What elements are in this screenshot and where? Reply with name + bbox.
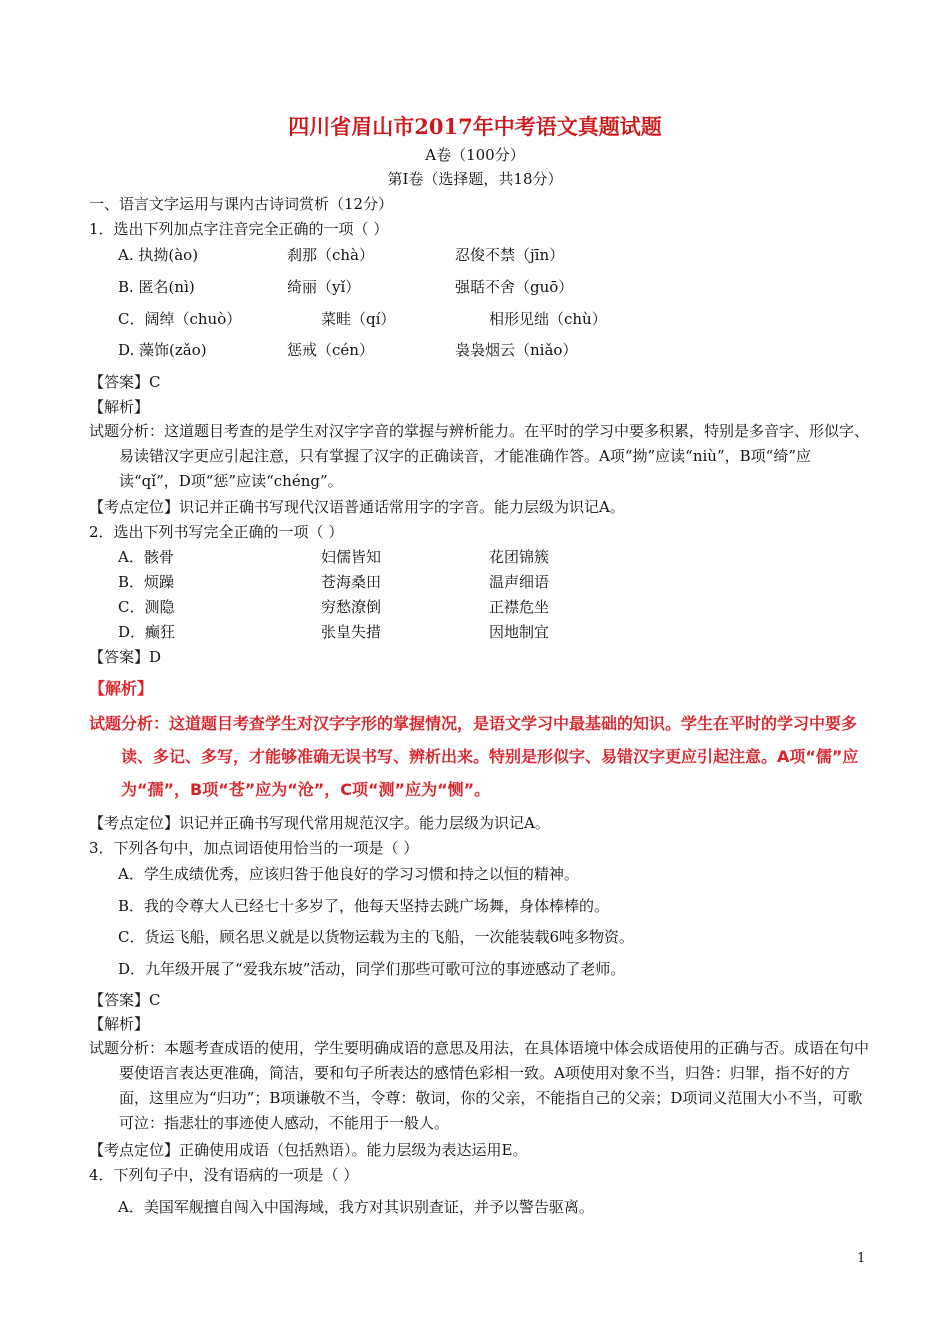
q3-option-a: A．学生成绩优秀，应该归咎于他良好的学习习惯和持之以恒的精神。: [118, 865, 579, 883]
q1-option-b2: 绮丽（yǐ）: [287, 278, 361, 296]
q1-point: 【考点定位】识记并正确书写现代汉语普通话常用字的字音。能力层级为识记A。: [89, 498, 625, 516]
q4-option-a: A．美国军舰擅自闯入中国海域，我方对其识别查证，并予以警告驱离。: [118, 1198, 594, 1216]
q2-option-c1: C．测隐: [118, 598, 175, 616]
q1-analysis: 试题分析：这道题目考查的是学生对汉字字音的掌握与辨析能力。在平时的学习中要多积累，特别是多音字、形似字、易读错汉字更应引起注意，只有掌握了汉字的正确读音，才能准确作答。A项“拗”应读“niù”，B项“绮”应读“qǐ”，D项“惩”应读“chéng”。: [89, 422, 870, 490]
q1-option-a1: A. 执拗(ào): [118, 246, 199, 264]
q2-analysis: 试题分析：这道题目考查学生对汉字字形的掌握情况，是语文学习中最基础的知识。学生在平时的学习中要多读、多记、多写，才能够准确无误书写、辨析出来。特别是形似字、易错汉字更应引起注意。A项“儒”应为“孺”，B项“苍”应为“沧”，C项“测”应为“恻”。: [89, 714, 859, 799]
q1-option-c3: 相形见绌（chù）: [489, 310, 607, 328]
q3-point: 【考点定位】正确使用成语（包括熟语）。能力层级为表达运用E。: [89, 1141, 528, 1159]
q2-option-c3: 正襟危坐: [489, 598, 550, 616]
q2-option-b3: 温声细语: [489, 573, 550, 591]
q1-option-c1: C．阔绰（chuò）: [118, 310, 242, 328]
q3-option-d: D．九年级开展了“爱我东坡”活动，同学们那些可歌可泣的事迹感动了老师。: [118, 960, 626, 978]
section-heading: 第Ⅰ卷（选择题，共18分）: [387, 170, 563, 188]
q1-option-a3: 忍俊不禁（jīn）: [455, 246, 565, 264]
question-2-stem: 2．选出下列书写完全正确的一项（ ）: [89, 523, 344, 541]
q2-option-c2: 穷愁潦倒: [321, 598, 382, 616]
q1-answer: 【答案】C: [89, 373, 161, 391]
q2-option-b1: B．烦躁: [118, 573, 175, 591]
q1-option-b1: B. 匿名(nì): [118, 278, 195, 296]
q1-option-a2: 刹那（chà）: [287, 246, 375, 264]
q2-point: 【考点定位】识记并正确书写现代常用规范汉字。能力层级为识记A。: [89, 814, 550, 832]
q2-option-a3: 花团锦簇: [489, 548, 550, 566]
q1-analysis-label: 【解析】: [89, 398, 150, 416]
q1-option-b3: 强聒不舍（guō）: [455, 278, 574, 296]
q2-analysis-label: 【解析】: [89, 679, 154, 698]
question-4-stem: 4．下列句子中，没有语病的一项是（ ）: [89, 1166, 359, 1184]
q3-option-c: C．货运飞船，顾名思义就是以货物运载为主的飞船，一次能装载6吨多物资。: [118, 928, 635, 946]
question-1-stem: 1．选出下列加点字注音完全正确的一项（ ）: [89, 220, 389, 238]
q1-option-d3: 袅袅烟云（niǎo）: [455, 341, 578, 359]
paper-subtitle: A卷（100分）: [425, 146, 525, 164]
q3-answer: 【答案】C: [89, 991, 161, 1009]
q3-analysis: 试题分析：本题考查成语的使用，学生要明确成语的意思及用法，在具体语境中体会成语使用的正确与否。成语在句中要使语言表达更准确，简洁，要和句子所表达的感情色彩相一致。A项使用对象不当，归咎：归罪，指不好的方面，这里应为“归功”；B项谦敬不当，令尊：敬词，你的父亲，不能指自己的父亲；D项词义范围大小不当，可歌可泣：指悲壮的事迹使人感动，不能用于一般人。: [89, 1039, 870, 1132]
q2-option-a1: A．骸骨: [118, 548, 174, 566]
q3-option-b: B．我的令尊大人已经七十多岁了，他每天坚持去跳广场舞，身体棒棒的。: [118, 897, 610, 915]
q2-option-b2: 苍海桑田: [321, 573, 382, 591]
q3-analysis-label: 【解析】: [89, 1015, 150, 1033]
page-number: 1: [857, 1251, 866, 1266]
page-title: 四川省眉山市2017年中考语文真题试题: [288, 114, 662, 139]
q2-option-d2: 张皇失措: [321, 623, 382, 641]
question-3-stem: 3．下列各句中，加点词语使用恰当的一项是（ ）: [89, 839, 419, 857]
q2-option-d1: D．癫狂: [118, 623, 176, 641]
q2-option-d3: 因地制宜: [489, 623, 550, 641]
q1-option-c2: 菜畦（qí）: [321, 310, 396, 328]
q1-option-d2: 惩戒（cén）: [287, 341, 374, 359]
q2-option-a2: 妇儒皆知: [321, 548, 382, 566]
q2-answer: 【答案】D: [89, 648, 162, 666]
part-heading: 一、语言文字运用与课内古诗词赏析（12分）: [89, 195, 394, 213]
q1-option-d1: D. 藻饰(zǎo): [118, 341, 207, 359]
